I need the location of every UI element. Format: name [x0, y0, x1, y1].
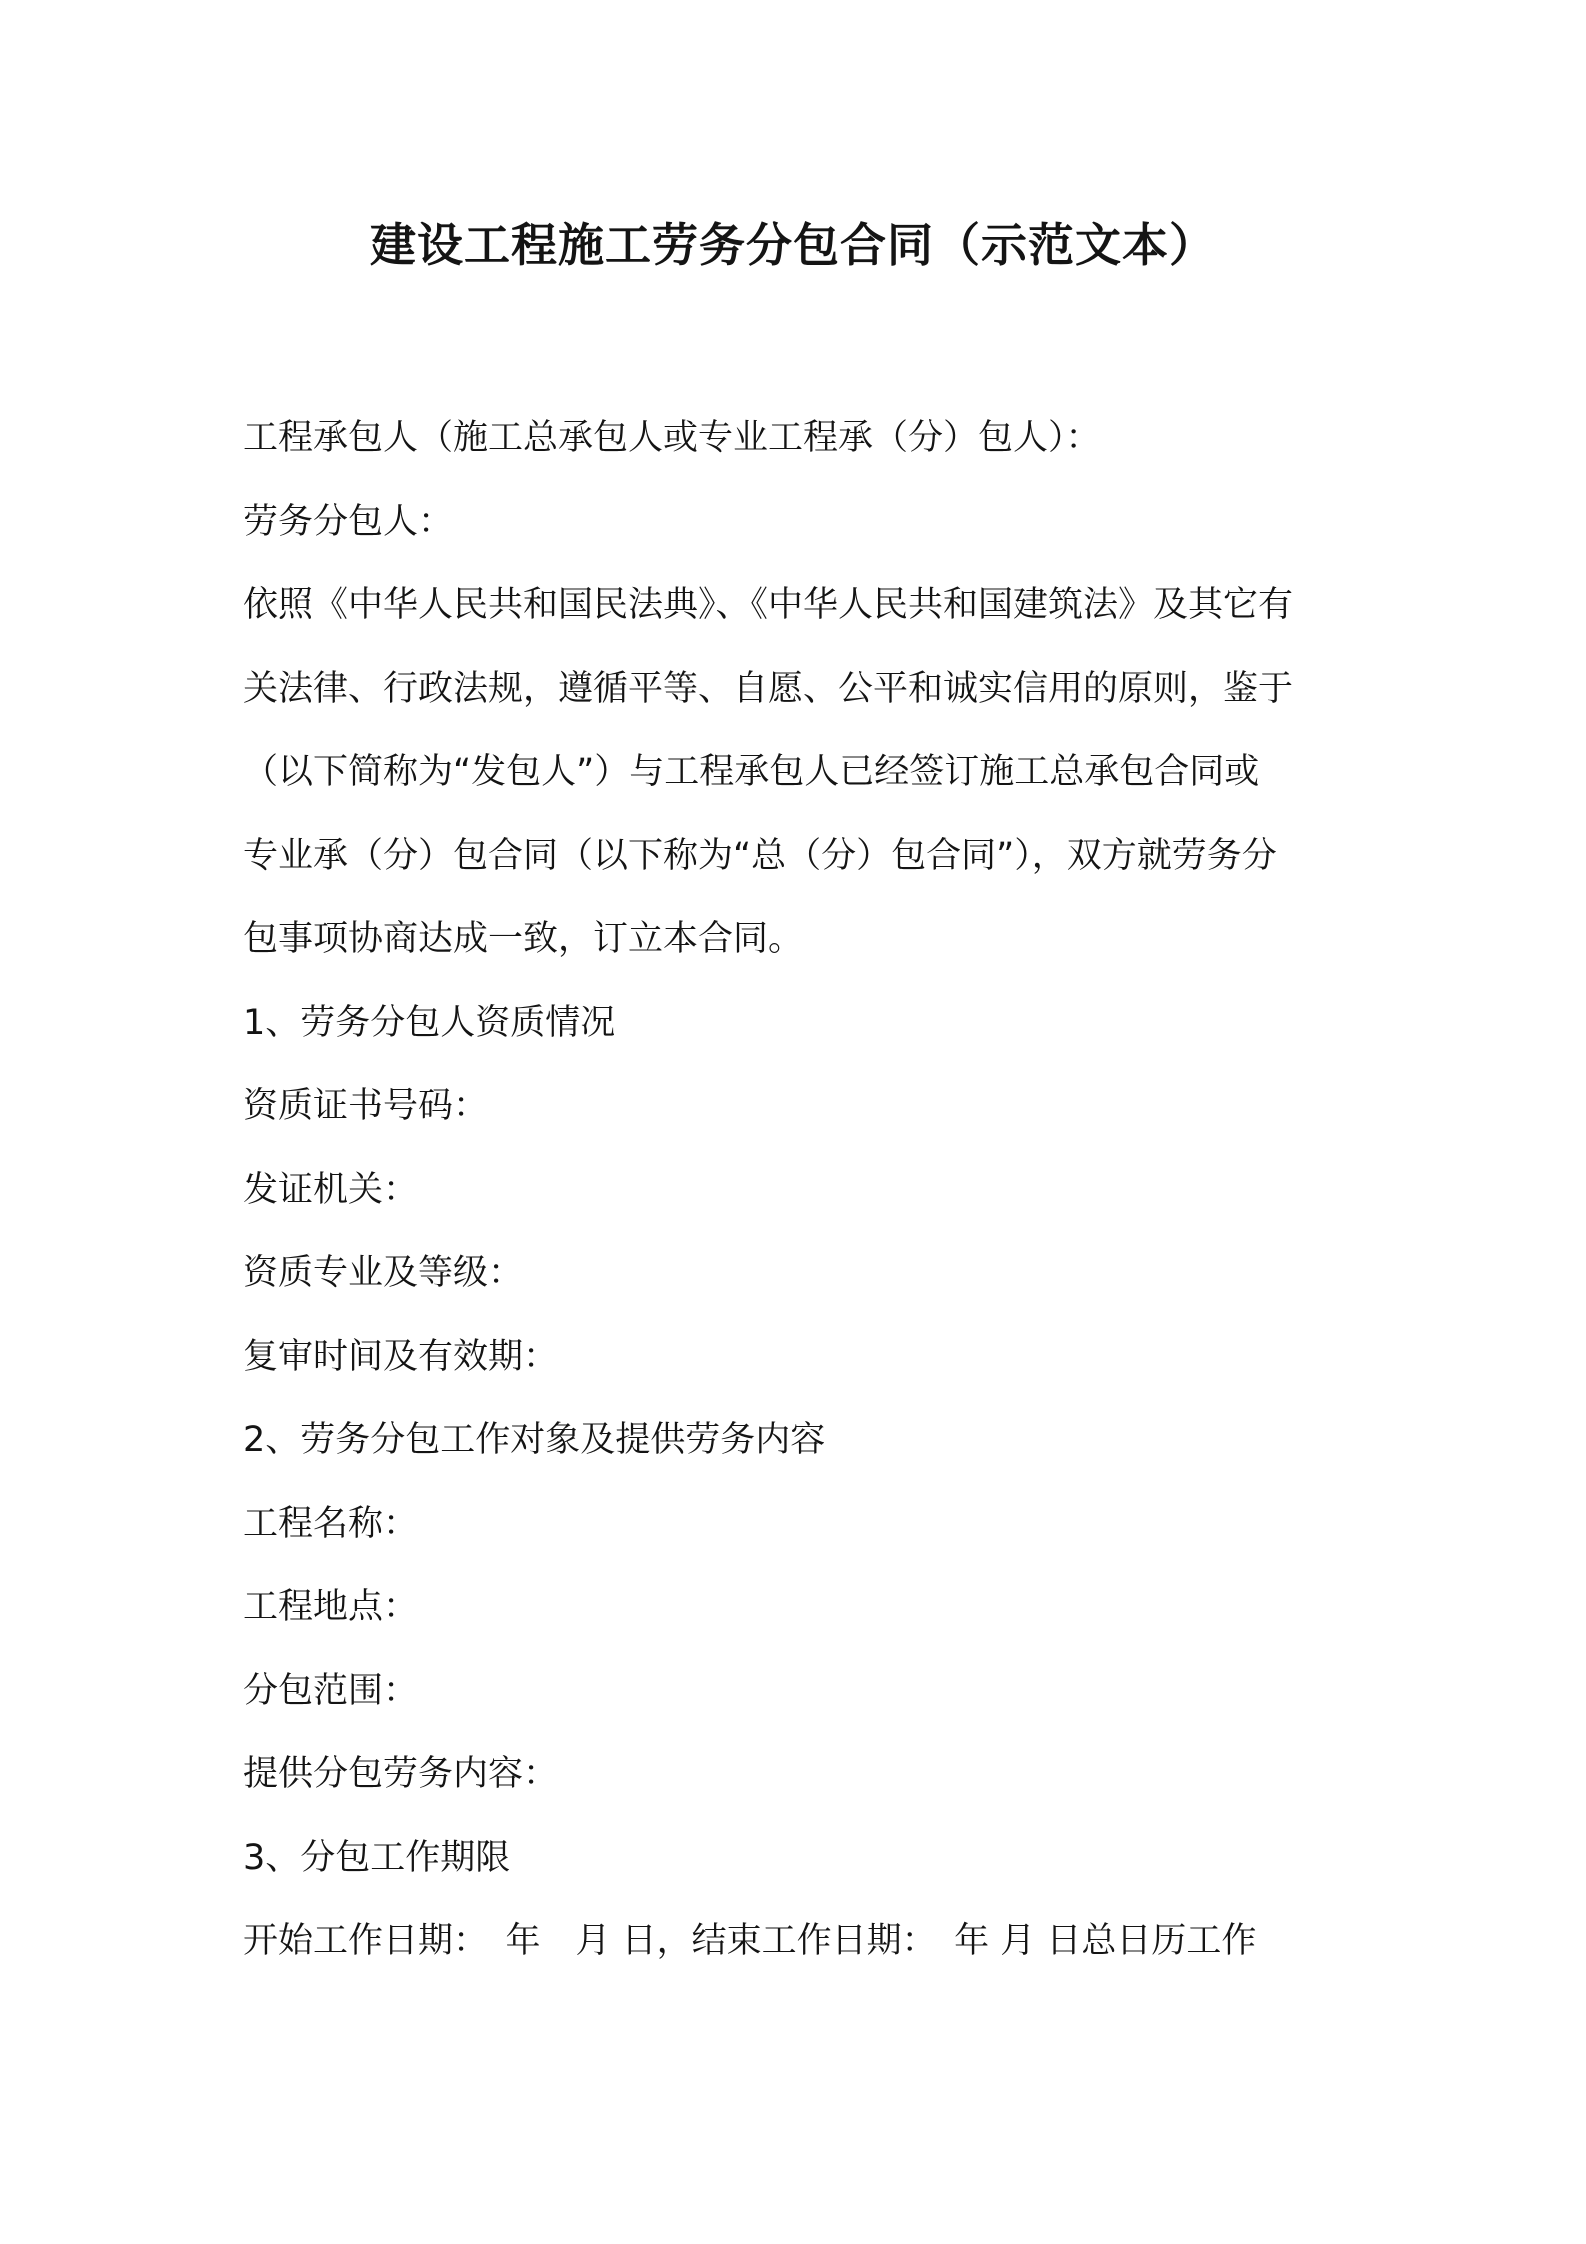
preamble-line-2: 关法律、行政法规，遵循平等、自愿、公平和诚实信用的原则，鉴于 — [243, 668, 1294, 709]
labor-content-field: 提供分包劳务内容： — [243, 1754, 559, 1794]
preamble-line-1: 依照《中华人民共和国民法典》、《中华人民共和国建筑法》及其它有 — [243, 585, 1294, 625]
review-validity-field: 复审时间及有效期： — [243, 1336, 559, 1377]
section-2-heading: 2、劳务分包工作对象及提供劳务内容 — [243, 1420, 826, 1460]
contractor-line: 工程承包人（施工总承包人或专业工程承（分）包人）： — [243, 418, 1101, 458]
cert-number-field: 资质证书号码： — [243, 1086, 489, 1126]
subcontract-scope-field: 分包范围： — [243, 1670, 419, 1711]
preamble-line-5: 包事项协商达成一致，订立本合同。 — [243, 919, 804, 959]
section-3-heading: 3、分包工作期限 — [243, 1837, 511, 1878]
subcontractor-line: 劳务分包人： — [243, 501, 454, 542]
section-1-heading: 1、劳务分包人资质情况 — [243, 1002, 616, 1043]
issuing-authority-field: 发证机关： — [243, 1169, 419, 1210]
qualification-grade-field: 资质专业及等级： — [243, 1253, 524, 1293]
preamble-line-4: 专业承（分）包合同（以下称为“总（分）包合同”），双方就劳务分 — [243, 835, 1277, 876]
work-dates-line: 开始工作日期： 年 月 日，结束工作日期： 年 月 日总日历工作 — [243, 1921, 1257, 1961]
project-name-field: 工程名称： — [243, 1503, 419, 1544]
preamble-line-3: （以下简称为“发包人”）与工程承包人已经签订施工总承包合同或 — [243, 752, 1260, 792]
document-title: 建设工程施工劳务分包合同（示范文本） — [370, 218, 1216, 272]
document-body — [243, 397, 1361, 1984]
project-location-field: 工程地点： — [243, 1587, 419, 1627]
